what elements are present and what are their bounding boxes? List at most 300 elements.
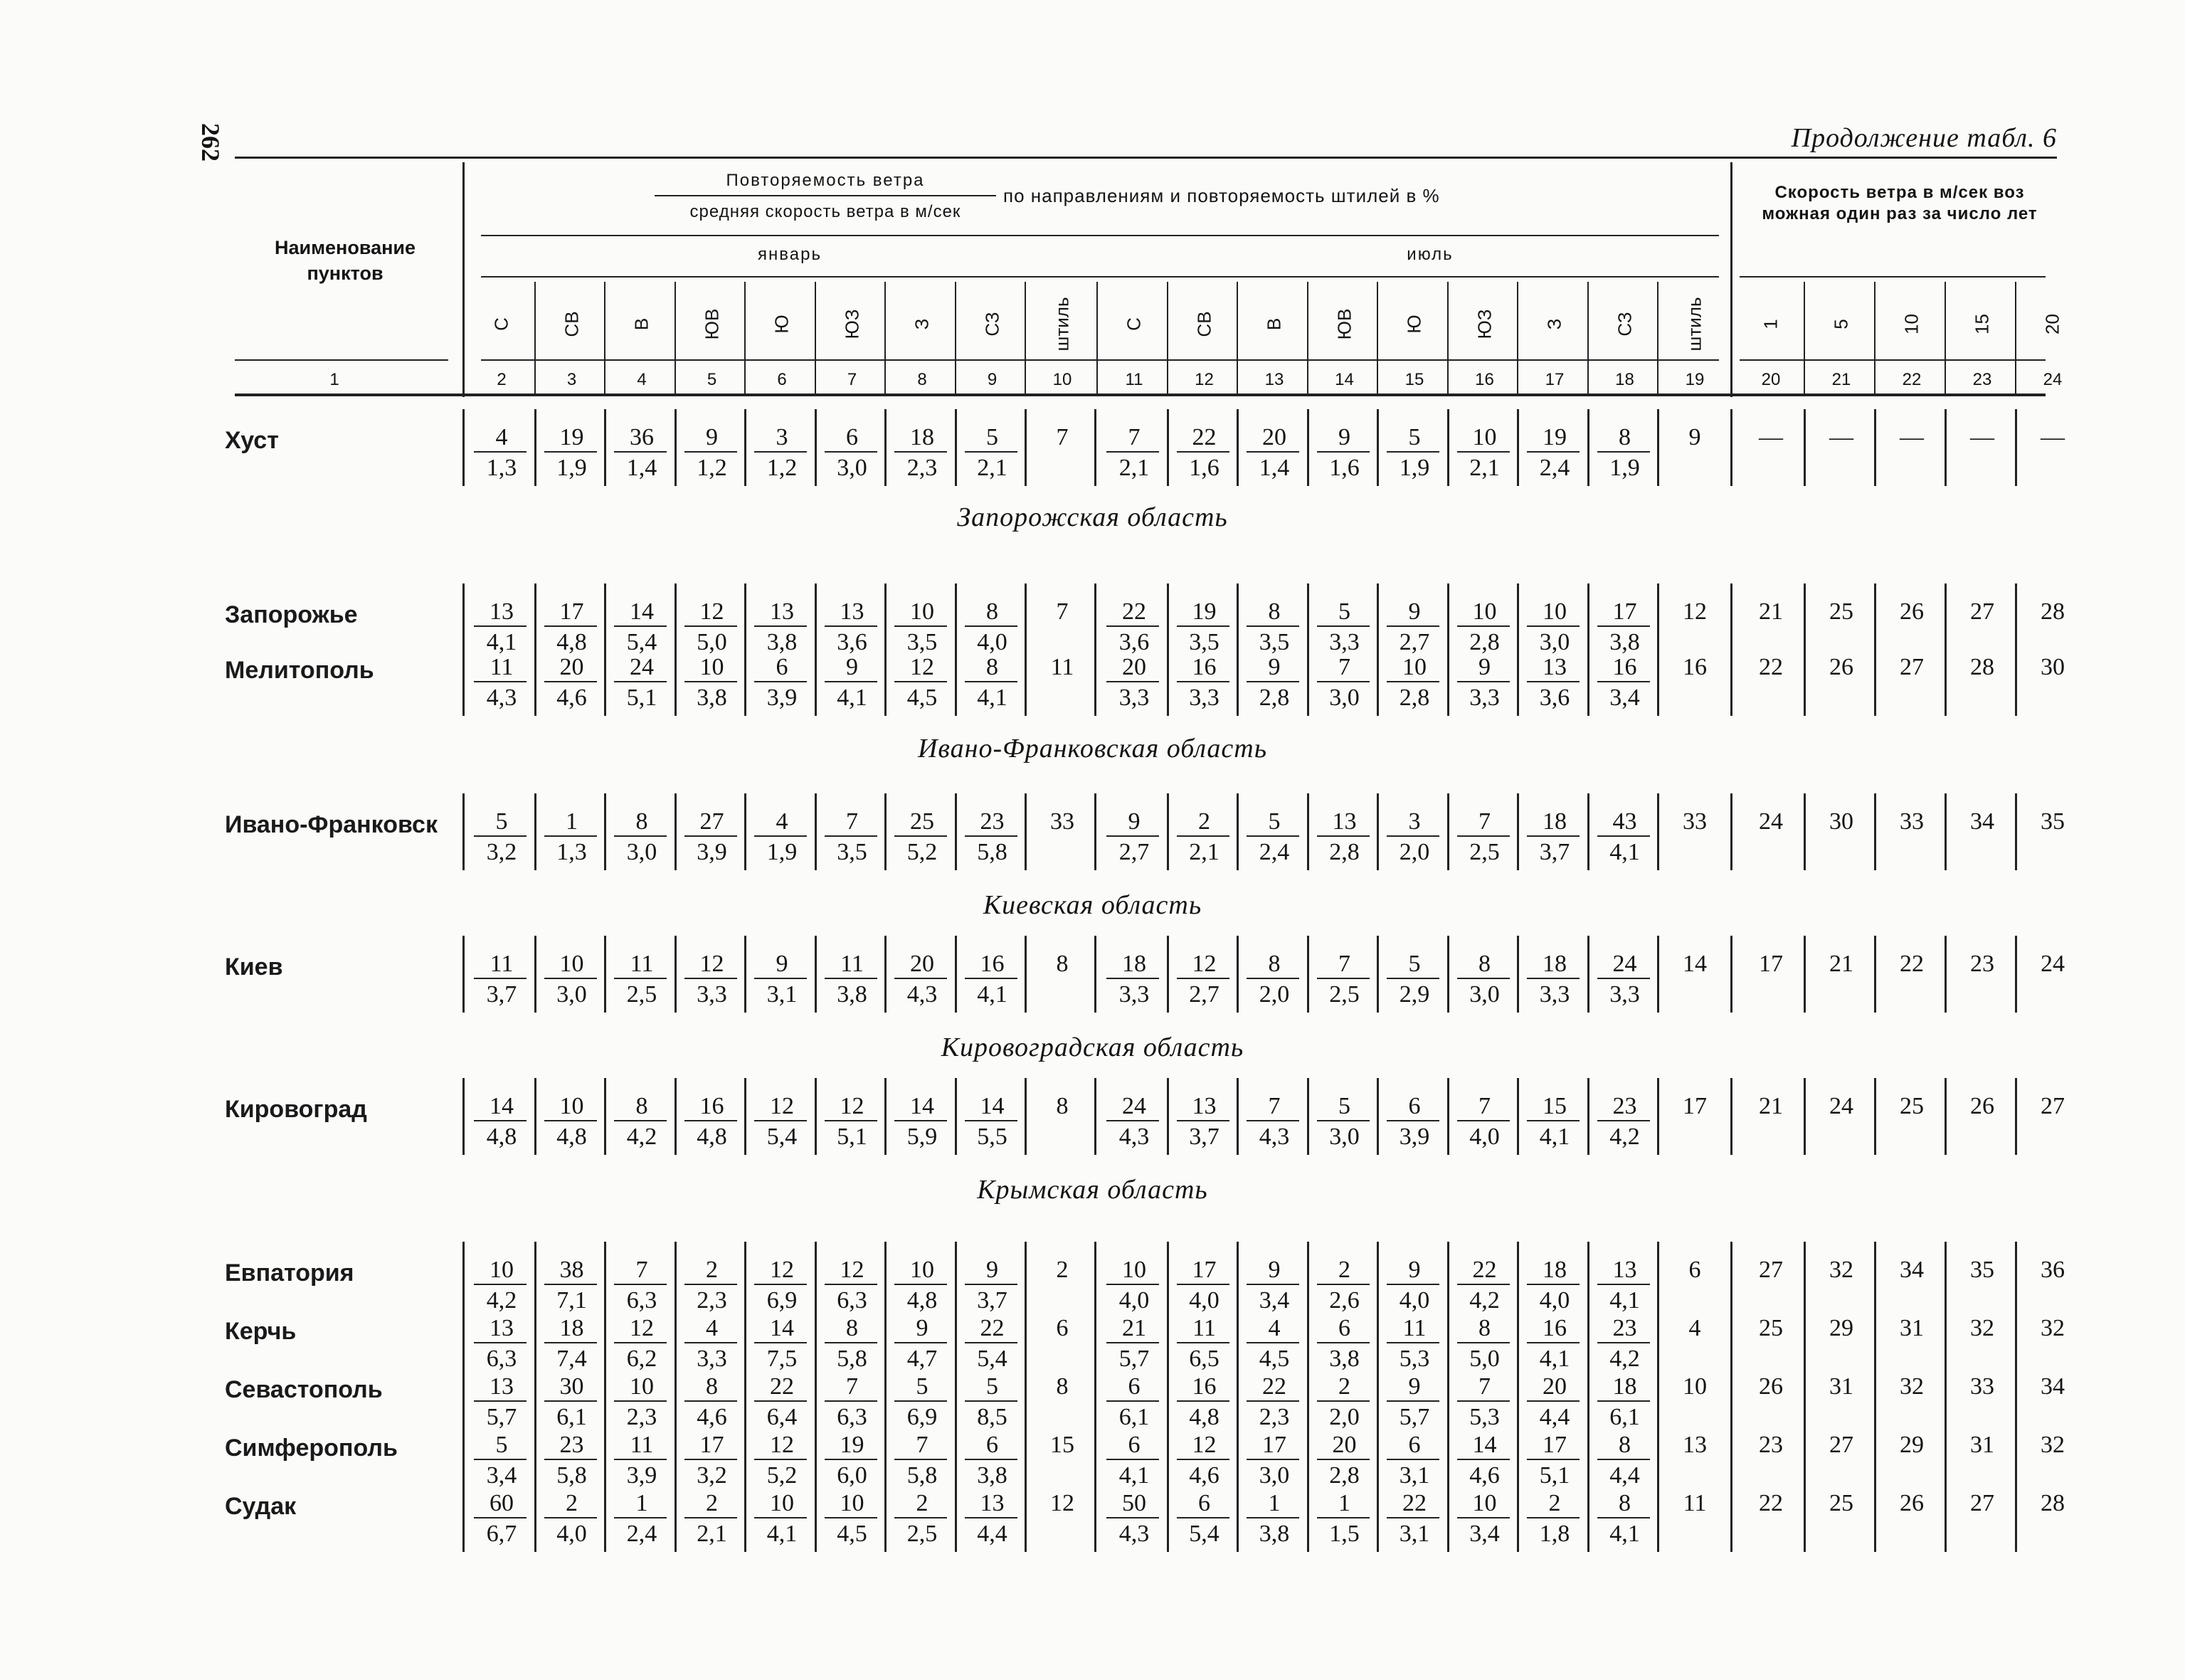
speed-value: 4,3	[486, 685, 517, 711]
max-speed-value: —	[1970, 424, 1994, 450]
wind-fraction	[1520, 423, 1589, 481]
speed-value: 3,8	[697, 685, 727, 711]
speed-value: 5,4	[626, 629, 657, 655]
speed-value: 2,0	[1259, 981, 1290, 1008]
speed-value: 6,4	[766, 1404, 798, 1430]
wind-fraction	[467, 1373, 536, 1430]
frequency-value: 18	[1612, 1373, 1637, 1400]
wind-fraction	[1239, 653, 1309, 711]
wind-fraction	[1099, 423, 1169, 481]
wind-fraction	[677, 1092, 747, 1150]
max-speed-value: 32	[2041, 1315, 2065, 1341]
frequency-value: 5	[1268, 808, 1281, 835]
fraction-bar	[1527, 978, 1580, 979]
speed-value: 5,4	[977, 1346, 1007, 1372]
speed-value: 4,5	[906, 685, 938, 711]
frequency-value: 19	[1192, 598, 1217, 625]
frequency-value: 4	[706, 1315, 718, 1341]
column-number: 12	[1195, 370, 1214, 389]
wind-fraction	[1520, 1431, 1589, 1489]
fraction-bar	[684, 681, 737, 682]
direction-label: СЗ	[1614, 312, 1635, 337]
frequency-value: 10	[630, 1373, 654, 1400]
month-july: июль	[1407, 245, 1454, 264]
frequency-value: 12	[770, 1432, 794, 1458]
max-speed-value: 22	[1759, 654, 1783, 680]
fraction-bar	[754, 835, 807, 837]
direction-label: СЗ	[981, 312, 1002, 337]
fraction-bar	[1317, 1400, 1370, 1402]
frequency-value: 13	[490, 598, 514, 625]
wind-fraction	[1170, 1489, 1239, 1547]
speed-value: 2,8	[1329, 839, 1360, 865]
frequency-value: 11	[630, 1432, 654, 1458]
fraction-bar	[474, 1120, 527, 1121]
station-name: Запорожье	[225, 601, 358, 628]
direction-label: З	[1543, 318, 1565, 330]
wind-fraction	[1380, 950, 1449, 1008]
speed-value: 3,0	[1259, 1462, 1290, 1489]
fraction-bar	[825, 625, 877, 627]
max-speed-value: 24	[2041, 951, 2065, 977]
frequency-value: 2	[1338, 1373, 1350, 1400]
speed-value: 4,5	[837, 1521, 867, 1547]
fraction-bar	[1106, 1459, 1159, 1460]
fraction-bar	[474, 978, 527, 979]
max-speed-value: 24	[1829, 1093, 1853, 1119]
wind-fraction	[1170, 598, 1239, 655]
group-title-suffix: по направлениям и повторяемость штилей в %	[1003, 185, 1440, 206]
cell-bracket	[462, 1078, 465, 1155]
fraction-bar	[1317, 681, 1370, 682]
fraction-bar	[614, 1342, 667, 1343]
wind-fraction	[1310, 598, 1380, 655]
frequency-value: 10	[1543, 598, 1567, 625]
header-bottom-rule	[235, 393, 2046, 396]
speed-value: 1,9	[1399, 455, 1430, 481]
fraction-bar	[1177, 625, 1229, 627]
frequency-value: 23	[1612, 1315, 1637, 1341]
frequency-value: 8	[1268, 951, 1281, 977]
max-speed-value: 26	[1829, 654, 1853, 680]
frequency-value: 60	[490, 1490, 514, 1516]
fraction-bar	[1457, 681, 1510, 682]
fraction-bar	[1597, 681, 1650, 682]
wind-fraction	[607, 1489, 677, 1547]
fraction-bar	[1177, 1400, 1229, 1402]
wind-fraction	[1590, 423, 1660, 481]
speed-value: 4,2	[1609, 1124, 1640, 1150]
speed-value: 2,3	[906, 455, 938, 481]
fraction-bar	[825, 451, 877, 453]
wind-fraction	[607, 1256, 677, 1314]
header-col-separator	[1167, 282, 1168, 394]
column-number: 21	[1831, 370, 1851, 389]
frequency-value: 36	[630, 424, 654, 450]
frequency-value: 7	[1338, 951, 1350, 977]
calm-value: 4	[1688, 1315, 1701, 1341]
region-heading: Кировоградская область	[941, 1032, 1244, 1062]
frequency-value: 23	[559, 1432, 584, 1458]
column-number: 9	[987, 370, 998, 389]
fraction-bar	[614, 1120, 667, 1121]
wind-fraction	[677, 1256, 747, 1314]
speed-value: 4,1	[1539, 1124, 1570, 1150]
fraction-bar	[1457, 451, 1510, 453]
frequency-value: 10	[1472, 424, 1497, 450]
speed-value: 3,7	[1189, 1124, 1220, 1150]
fraction-bar	[1597, 625, 1650, 627]
max-speed-value: —	[1900, 424, 1924, 450]
wind-fraction	[887, 653, 957, 711]
header-rule-speed	[1740, 276, 2046, 278]
wind-fraction	[1310, 1256, 1380, 1314]
column-number: 16	[1475, 370, 1494, 389]
wind-fraction	[1520, 808, 1589, 865]
frequency-value: 10	[910, 598, 934, 625]
header-col-separator	[1447, 282, 1449, 394]
fraction-bar	[825, 1459, 877, 1460]
fraction-bar	[1527, 1120, 1580, 1121]
max-speed-value: 25	[1759, 1315, 1783, 1341]
frequency-value: 8	[986, 598, 998, 625]
header-col-separator	[815, 282, 816, 394]
column-number: 18	[1615, 370, 1634, 389]
direction-label: 20	[2041, 314, 2063, 334]
cell-bracket	[1730, 793, 1732, 870]
wind-fraction	[818, 950, 887, 1008]
speed-value: 2,5	[1469, 839, 1500, 865]
max-speed-value: 28	[2041, 1490, 2065, 1516]
fraction-bar	[1527, 1459, 1580, 1460]
calm-value: 2	[1056, 1257, 1069, 1283]
wind-fraction	[1590, 1314, 1660, 1372]
station-name: Хуст	[225, 427, 279, 454]
header-col-separator	[1874, 282, 1875, 394]
direction-label: С	[490, 317, 512, 331]
station-header-rule	[235, 359, 448, 361]
wind-fraction	[467, 598, 536, 655]
wind-fraction	[677, 950, 747, 1008]
wind-fraction	[1520, 653, 1589, 711]
speed-value: 3,4	[1259, 1287, 1290, 1314]
max-speed-value: 26	[1900, 1490, 1924, 1516]
max-speed-value: 32	[1970, 1315, 1994, 1341]
fraction-bar	[965, 1342, 1017, 1343]
speed-value: 6,0	[837, 1462, 867, 1489]
direction-label: СВ	[561, 311, 582, 337]
wind-fraction	[607, 1314, 677, 1372]
frequency-value: 10	[1472, 598, 1497, 625]
wind-fraction	[747, 1373, 817, 1430]
frequency-value: 9	[1408, 1373, 1421, 1400]
frequency-value: 12	[840, 1093, 864, 1119]
frequency-value: 13	[1192, 1093, 1217, 1119]
wind-fraction	[818, 1092, 887, 1150]
fraction-bar	[1106, 978, 1159, 979]
wind-fraction	[818, 1373, 887, 1430]
wind-fraction	[1099, 653, 1169, 711]
frequency-value: 21	[1122, 1315, 1146, 1341]
frequency-value: 17	[1262, 1432, 1286, 1458]
wind-fraction	[958, 423, 1027, 481]
wind-fraction	[1380, 1256, 1449, 1314]
wind-fraction	[1099, 1373, 1169, 1430]
speed-value: 2,8	[1399, 685, 1430, 711]
speed-value: 4,1	[977, 981, 1007, 1008]
wind-fraction	[1099, 1489, 1169, 1547]
fraction-bar	[1527, 451, 1580, 453]
max-speed-value: 30	[2041, 654, 2065, 680]
frequency-value: 6	[1408, 1432, 1421, 1458]
max-speed-value: 26	[1900, 598, 1924, 625]
direction-label: З	[911, 318, 933, 330]
speed-value: 4,0	[977, 629, 1007, 655]
wind-fraction	[1170, 1092, 1239, 1150]
fraction-bar	[894, 1120, 947, 1121]
wind-fraction	[887, 1373, 957, 1430]
speed-value: 5,0	[697, 629, 727, 655]
frequency-value: 24	[1122, 1093, 1146, 1119]
wind-fraction	[1450, 1373, 1520, 1430]
wind-fraction	[1380, 1431, 1449, 1489]
header-rule-groups	[481, 235, 1719, 236]
fraction-bar	[1247, 978, 1299, 979]
frequency-value: 6	[846, 424, 858, 450]
frequency-value: 17	[1192, 1257, 1217, 1283]
frequency-value: 23	[1612, 1093, 1637, 1119]
fraction-bar	[544, 835, 597, 837]
speed-value: 4,1	[977, 685, 1007, 711]
speed-value: 1,4	[626, 455, 657, 481]
wind-fraction	[747, 1092, 817, 1150]
max-speed-value: —	[1759, 424, 1783, 450]
speed-value: 5,1	[626, 685, 657, 711]
frequency-value: 8	[1619, 1490, 1631, 1516]
frequency-value: 7	[846, 1373, 858, 1400]
wind-fraction	[1380, 1092, 1449, 1150]
frequency-value: 14	[980, 1093, 1005, 1119]
calm-value: 6	[1688, 1257, 1701, 1283]
speed-value: 6,3	[837, 1404, 867, 1430]
wind-fraction	[607, 1092, 677, 1150]
wind-fraction	[467, 1256, 536, 1314]
frequency-value: 8	[1268, 598, 1281, 625]
calm-value: 8	[1056, 1093, 1069, 1119]
column-number: 15	[1404, 370, 1424, 389]
calm-value: 33	[1683, 808, 1707, 835]
direction-label: СВ	[1193, 311, 1215, 337]
wind-fraction	[747, 598, 817, 655]
wind-fraction	[1520, 950, 1589, 1008]
top-rule	[235, 157, 2057, 159]
fraction-bar	[614, 451, 667, 453]
fraction-bar	[1247, 625, 1299, 627]
speed-value: 4,4	[1609, 1462, 1640, 1489]
wind-fraction	[818, 423, 887, 481]
fraction-bar	[894, 451, 947, 453]
wind-fraction	[1380, 1314, 1449, 1372]
max-speed-value: 25	[1829, 598, 1853, 625]
speed-value: 4,1	[1118, 1462, 1150, 1489]
frequency-value: 27	[699, 808, 724, 835]
direction-label: ЮВ	[701, 308, 722, 340]
fraction-bar	[544, 1120, 597, 1121]
frequency-value: 7	[916, 1432, 929, 1458]
fraction-bar	[614, 1517, 667, 1518]
fraction-bar	[1247, 1284, 1299, 1285]
wind-fraction	[1450, 1256, 1520, 1314]
speed-value: 5,1	[837, 1124, 867, 1150]
speed-value: 3,4	[1469, 1521, 1500, 1547]
speed-value: 3,8	[1329, 1346, 1360, 1372]
header-col-separator	[1096, 282, 1098, 394]
wind-fraction	[607, 423, 677, 481]
frequency-value: 22	[770, 1373, 794, 1400]
fraction-bar	[1317, 1284, 1370, 1285]
speed-value: 4,0	[1469, 1124, 1500, 1150]
frequency-value: 19	[1543, 424, 1567, 450]
frequency-value: 6	[1128, 1373, 1141, 1400]
max-speed-value: 31	[1829, 1373, 1853, 1400]
speed-value: 2,5	[1329, 981, 1360, 1008]
wind-fraction	[1450, 1489, 1520, 1547]
direction-label: 10	[1900, 314, 1922, 334]
fraction-bar	[1177, 1284, 1229, 1285]
fraction-bar	[1106, 1120, 1159, 1121]
fraction-bar	[1177, 1517, 1229, 1518]
max-speed-value: 28	[2041, 598, 2065, 625]
wind-fraction	[1310, 1373, 1380, 1430]
speed-value: 5,3	[1469, 1404, 1500, 1430]
speed-value: 3,0	[1539, 629, 1570, 655]
wind-fraction	[1590, 1092, 1660, 1150]
speed-value: 4,3	[906, 981, 938, 1008]
cell-bracket	[462, 583, 465, 716]
frequency-value: 11	[840, 951, 864, 977]
speed-value: 4,0	[556, 1521, 587, 1547]
speed-value: 3,3	[1609, 981, 1640, 1008]
max-speed-value: 27	[1829, 1432, 1853, 1458]
column-number: 19	[1685, 370, 1705, 389]
speed-value: 2,1	[1469, 455, 1500, 481]
fraction-bar	[1387, 681, 1439, 682]
wind-fraction	[958, 1431, 1027, 1489]
fraction-bar	[894, 835, 947, 837]
wind-fraction	[1590, 1373, 1660, 1430]
speed-value: 3,6	[837, 629, 867, 655]
fraction-bar	[474, 835, 527, 837]
wind-fraction	[1380, 1373, 1449, 1430]
frequency-value: 13	[490, 1315, 514, 1341]
fraction-bar	[1247, 1120, 1299, 1121]
wind-fraction	[1450, 1092, 1520, 1150]
frequency-value: 16	[1192, 654, 1217, 680]
frequency-value: 10	[1122, 1257, 1146, 1283]
wind-fraction	[1239, 1256, 1309, 1314]
max-speed-value: 27	[2041, 1093, 2065, 1119]
speed-value: 2,3	[697, 1287, 727, 1314]
wind-fraction	[1239, 808, 1309, 865]
wind-fraction	[1170, 1373, 1239, 1430]
frequency-value: 8	[1619, 1432, 1631, 1458]
speed-value: 4,2	[486, 1287, 517, 1314]
station-name: Симферополь	[225, 1435, 398, 1462]
max-speed-value: 24	[1759, 808, 1783, 835]
speed-value: 3,8	[1609, 629, 1640, 655]
speed-value: 3,8	[1259, 1521, 1290, 1547]
wind-fraction	[958, 808, 1027, 865]
speed-value: 4,8	[556, 1124, 587, 1150]
column-number: 24	[2043, 370, 2063, 389]
wind-fraction	[887, 1489, 957, 1547]
speed-value: 3,2	[486, 839, 517, 865]
max-speed-value: 28	[1970, 654, 1994, 680]
speed-value: 1,5	[1329, 1521, 1360, 1547]
frequency-value: 6	[776, 654, 788, 680]
fraction-bar	[754, 1342, 807, 1343]
column-number: 1	[329, 370, 339, 389]
speed-value: 2,4	[626, 1521, 657, 1547]
speed-value: 2,1	[697, 1521, 727, 1547]
wind-fraction	[607, 1431, 677, 1489]
direction-label: 1	[1760, 319, 1782, 329]
frequency-value: 5	[1338, 598, 1350, 625]
wind-fraction	[537, 423, 607, 481]
wind-fraction	[1450, 598, 1520, 655]
wind-fraction	[887, 1314, 957, 1372]
column-number: 23	[1972, 370, 1992, 389]
region-heading: Ивано-Франковская область	[917, 734, 1268, 764]
fraction-bar	[614, 835, 667, 837]
frequency-value: 6	[1408, 1093, 1421, 1119]
column-number: 22	[1902, 370, 1922, 389]
max-speed-value: 23	[1759, 1432, 1783, 1458]
speed-value: 2,7	[1118, 839, 1150, 865]
wind-fraction	[887, 808, 957, 865]
wind-fraction	[818, 1431, 887, 1489]
frequency-value: 11	[630, 951, 654, 977]
max-speed-value: 31	[1970, 1432, 1994, 1458]
frequency-value: 18	[1543, 951, 1567, 977]
wind-fraction	[1170, 950, 1239, 1008]
direction-label: ЮЗ	[1474, 309, 1495, 339]
cell-bracket	[1730, 1242, 1732, 1552]
wind-fraction	[467, 1489, 536, 1547]
wind-fraction	[818, 1314, 887, 1372]
fraction-bar	[1387, 1400, 1439, 1402]
wind-fraction	[1239, 1092, 1309, 1150]
speed-value: 3,4	[486, 1462, 517, 1489]
station-column-title: Наименование пунктов	[274, 237, 416, 284]
wind-fraction	[467, 950, 536, 1008]
fraction-bar	[894, 1459, 947, 1460]
fraction-bar	[1457, 978, 1510, 979]
wind-fraction	[1310, 1092, 1380, 1150]
speed-value: 4,1	[486, 629, 517, 655]
wind-fraction	[1520, 1256, 1589, 1314]
group-title-bottom: средняя скорость ветра в м/сек	[689, 202, 961, 221]
speed-value: 4,1	[1609, 1287, 1640, 1314]
wind-fraction	[747, 1314, 817, 1372]
speed-value: 2,5	[626, 981, 657, 1008]
wind-fraction	[1380, 598, 1449, 655]
speed-value: 4,8	[556, 629, 587, 655]
wind-fraction	[467, 808, 536, 865]
cell-bracket	[462, 409, 465, 486]
speed-value: 3,2	[697, 1462, 727, 1489]
wind-fraction	[1450, 950, 1520, 1008]
